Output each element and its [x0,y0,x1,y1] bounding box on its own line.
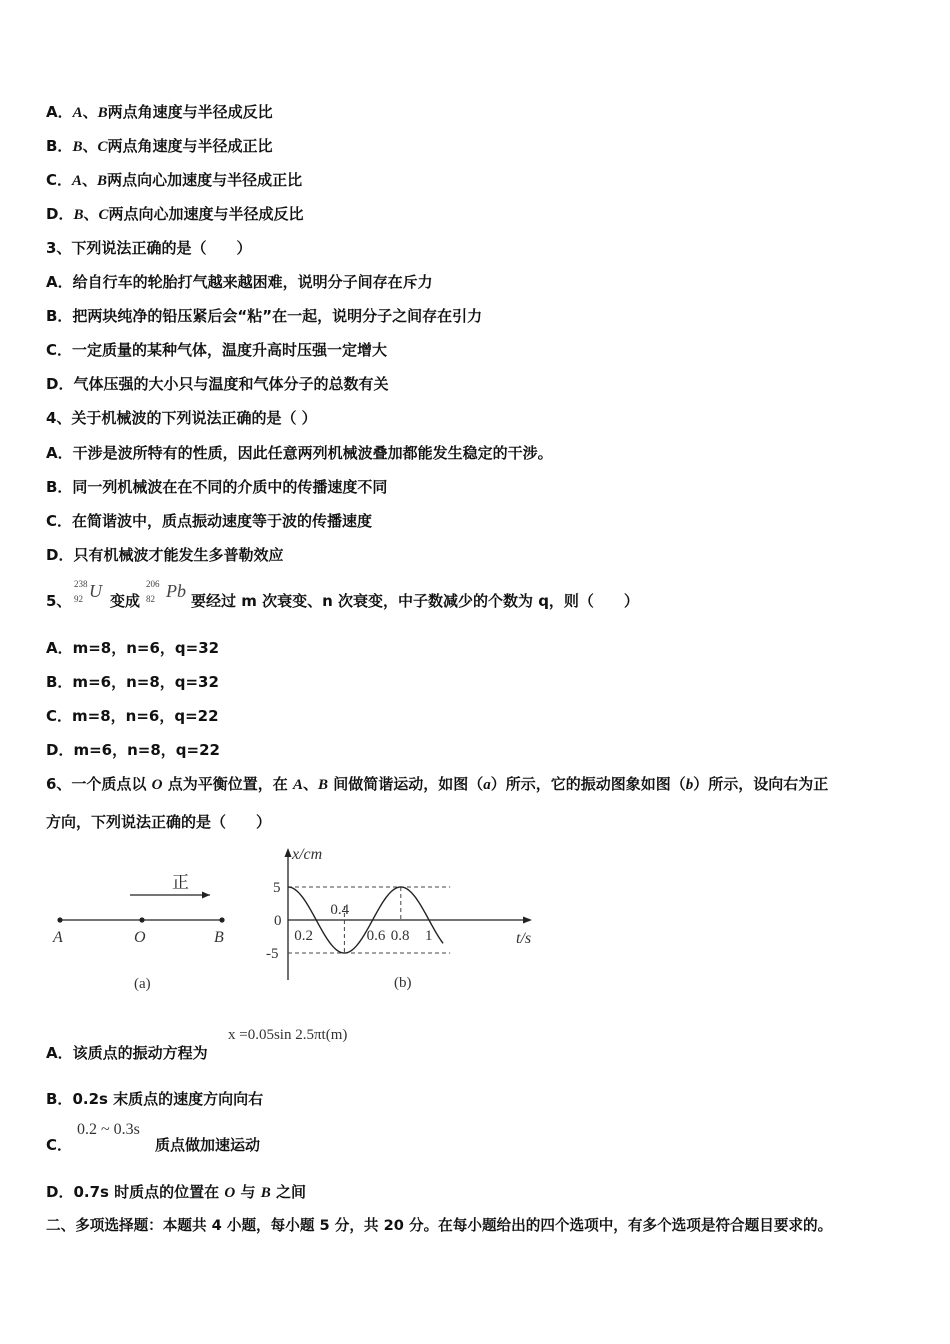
q5-option-a: A．m=8，n=6，q=32 [46,639,220,657]
vibration-equation: x =0.05sin 2.5πt(m) [228,1027,348,1043]
q4-option-b: B．同一列机械波在在不同的介质中的传播速度不同 [46,478,388,496]
q3-stem: 3、下列说法正确的是（ ） [46,239,252,257]
option-letter: B． [46,137,73,155]
q2-option-d [46,204,304,225]
point-a-dot [57,917,62,922]
option-letter: A． [46,103,73,121]
element-symbol: U [89,581,102,601]
y-axis-label: x/cm [292,846,323,863]
y-axis-arrow-icon [285,848,292,857]
figure-b-chart [262,840,552,1000]
stem-text: 6、一个质点以 [46,775,152,793]
q6-option-a [46,1043,208,1063]
option-text: 0.2s 末质点的速度方向向右 [72,1090,264,1108]
q6-option-d [46,1182,306,1203]
option-letter: A． [46,1044,73,1062]
x-axis-label: t/s [516,930,532,947]
q3-option-c: C．一定质量的某种气体，温度升高时压强一定增大 [46,341,388,359]
time-interval: 0.2 ~ 0.3s [77,1121,140,1138]
option-letter: D． [46,205,74,223]
option-text: 该质点的振动方程为 [72,1044,208,1062]
x-tick-label: 0.4 [330,902,350,918]
figure-a [44,860,244,1000]
q2-option-c [46,170,302,191]
q6-stem-line2: 方向，下列说法正确的是（ ） [46,813,272,831]
atomic-number: 92 [74,594,83,604]
option-text: 与 [235,1183,261,1201]
x-axis-arrow-icon [523,917,532,924]
separator: 、 [82,103,98,121]
point-label: B [260,1185,271,1201]
q5-stem-rest: 要经过 m 次衰变、n 次衰变，中子数减少的个数为 q，则（ ） [191,592,639,610]
point-label: A [292,777,303,793]
point-label: B [97,173,108,189]
option-text: 两点角速度与半径成反比 [107,103,273,121]
point-a-label: A [53,929,63,946]
stem-text: 间做简谐运动，如图（ [328,775,484,793]
q4-option-a: A．干涉是波所特有的性质，因此任意两列机械波叠加都能发生稳定的干涉。 [46,444,553,462]
q4-option-c: C．在简谐波中，质点振动速度等于波的传播速度 [46,512,373,530]
uranium-nuclide [74,578,114,608]
figure-ref: b [685,777,694,793]
point-label: B [72,139,83,155]
option-letter: D． [46,1183,74,1201]
point-label: C [98,207,109,223]
atomic-number: 82 [146,594,155,604]
q5-middle: 变成 [110,592,141,610]
q4-option-d: D．只有机械波才能发生多普勒效应 [46,546,284,564]
lead-nuclide [146,578,192,608]
option-text: 两点向心加速度与半径成反比 [108,205,304,223]
caption-b: (b) [394,975,412,991]
q6-option-c-text: 质点做加速运动 [155,1136,261,1154]
q6-option-b [46,1089,263,1109]
separator: 、 [83,205,99,223]
x-tick-label: 0.8 [390,928,410,944]
option-letter: C． [46,171,73,189]
q3-option-d: D．气体压强的大小只与温度和气体分子的总数有关 [46,375,389,393]
point-label: A [72,173,83,189]
point-o-dot [139,917,144,922]
q5-option-d: D．m=6，n=8，q=22 [46,741,220,759]
q2-option-b [46,136,273,157]
option-text: 两点向心加速度与半径成正比 [107,171,303,189]
x-tick-label: 1 [425,928,433,944]
q5-option-c: C．m=8，n=6，q=22 [46,707,219,725]
direction-label: 正 [172,873,189,892]
q3-option-b: B．把两块纯净的铅压紧后会“粘”在一起，说明分子之间存在引力 [46,307,483,325]
separator: 、 [82,137,98,155]
q5-number: 5、 [46,592,72,610]
x-tick-label: 0.6 [366,928,386,944]
point-b-dot [219,917,224,922]
point-label: O [151,777,163,793]
point-label: A [72,105,83,121]
separator: 、 [82,171,98,189]
option-text: 之间 [270,1183,306,1201]
point-label: B [318,777,329,793]
q6-option-c-letter: C． [46,1136,73,1154]
caption-a: (a) [134,976,151,992]
x-tick-label: 0.2 [294,928,313,944]
y-tick-label: -5 [266,946,279,962]
element-symbol: Pb [166,581,186,601]
q4-stem: 4、关于机械波的下列说法正确的是（ ） [46,409,317,427]
stem-text: 点为平衡位置，在 [162,775,293,793]
q3-option-a: A．给自行车的轮胎打气越来越困难，说明分子间存在斥力 [46,273,433,291]
q5-option-b: B．m=6，n=8，q=32 [46,673,219,691]
point-label: O [224,1185,236,1201]
q6-stem [46,774,828,795]
option-letter: B． [46,1090,73,1108]
stem-text: ）所示，设向右为正 [693,775,829,793]
point-label: B [73,207,84,223]
option-text: 两点角速度与半径成正比 [107,137,273,155]
point-label: C [97,139,108,155]
point-b-label: B [214,929,224,946]
figure-ref: a [483,777,491,793]
stem-text: 、 [302,775,318,793]
point-o-label: O [134,929,146,946]
mass-number: 206 [146,579,160,589]
y-tick-label: 5 [273,880,281,896]
y-tick-label: 0 [274,913,282,929]
point-label: B [97,105,108,121]
mass-number: 238 [74,579,88,589]
option-text: 0.7s 时质点的位置在 [73,1183,225,1201]
section-2-heading: 二、多项选择题：本题共 4 小题，每小题 5 分，共 20 分。在每小题给出的四个选项中，有多个选项是符合题目要求的。 [46,1217,833,1234]
arrow-head-icon [202,892,210,899]
q2-option-a [46,102,273,123]
stem-text: ）所示，它的振动图象如图（ [490,775,686,793]
